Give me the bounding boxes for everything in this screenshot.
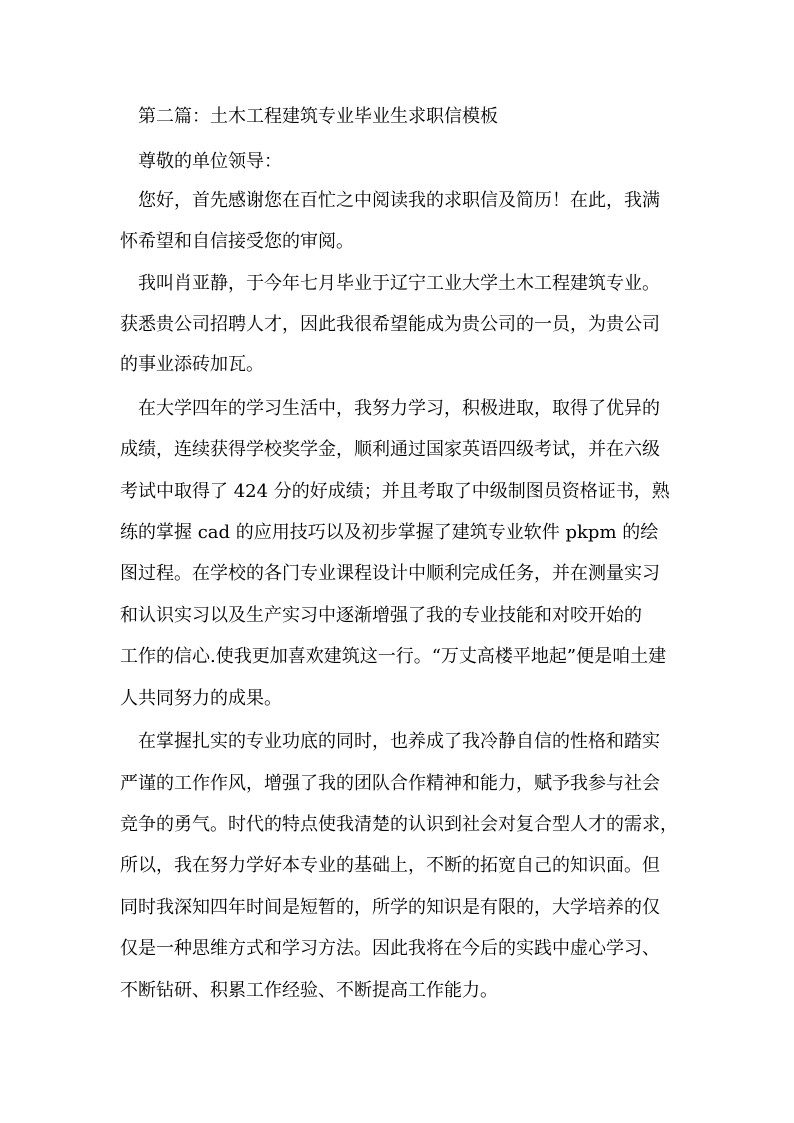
paragraph-3-line: 成绩，连续获得学校奖学金，顺利通过国家英语四级考试，并在六级 bbox=[120, 439, 660, 460]
paragraph-4-line: 严谨的工作作风，增强了我的团队合作精神和能力，赋予我参与社会 bbox=[120, 773, 660, 794]
paragraph-2-line: 的事业添砖加瓦。 bbox=[120, 354, 264, 375]
page-title: 第二篇：土木工程建筑专业毕业生求职信模板 bbox=[138, 106, 498, 127]
paragraph-1-line: 您好，首先感谢您在百忙之中阅读我的求职信及简历！在此，我满 bbox=[138, 190, 660, 211]
paragraph-4-line: 同时我深知四年时间是短暂的，所学的知识是有限的，大学培养的仅 bbox=[120, 897, 660, 918]
paragraph-3-line: 考试中取得了 424 分的好成绩；并且考取了中级制图员资格证书，熟 bbox=[120, 481, 670, 502]
paragraph-2-line: 获悉贵公司招聘人才，因此我很希望能成为贵公司的一员，为贵公司 bbox=[120, 314, 660, 335]
paragraph-3-line: 工作的信心.使我更加喜欢建筑这一行。“万丈高楼平地起”便是咱土建 bbox=[120, 646, 667, 667]
paragraph-4-line: 竞争的勇气。时代的特点使我清楚的认识到社会对复合型人才的需求， bbox=[120, 814, 678, 835]
paragraph-3-line: 练的掌握 cad 的应用技巧以及初步掌握了建筑专业软件 pkpm 的绘 bbox=[120, 522, 659, 543]
paragraph-3-line: 图过程。在学校的各门专业课程设计中顺利完成任务，并在测量实习 bbox=[120, 563, 660, 584]
paragraph-1-line: 怀希望和自信接受您的审阅。 bbox=[120, 231, 354, 252]
paragraph-4-line: 不断钻研、积累工作经验、不断提高工作能力。 bbox=[120, 980, 498, 1001]
salutation: 尊敬的单位领导： bbox=[138, 151, 282, 172]
paragraph-2-line: 我叫肖亚静，于今年七月毕业于辽宁工业大学土木工程建筑专业。 bbox=[138, 273, 660, 294]
paragraph-4-line: 仅是一种思维方式和学习方法。因此我将在今后的实践中虚心学习、 bbox=[120, 938, 660, 959]
paragraph-4-line: 所以，我在努力学好本专业的基础上，不断的拓宽自己的知识面。但 bbox=[120, 855, 660, 876]
paragraph-3-line: 在大学四年的学习生活中，我努力学习，积极进取，取得了优异的 bbox=[138, 398, 660, 419]
paragraph-3-line: 和认识实习以及生产实习中逐渐增强了我的专业技能和对咬开始的 bbox=[120, 605, 642, 626]
paragraph-3-line: 人共同努力的成果。 bbox=[120, 688, 282, 709]
paragraph-4-line: 在掌握扎实的专业功底的同时，也养成了我冷静自信的性格和踏实 bbox=[138, 731, 660, 752]
